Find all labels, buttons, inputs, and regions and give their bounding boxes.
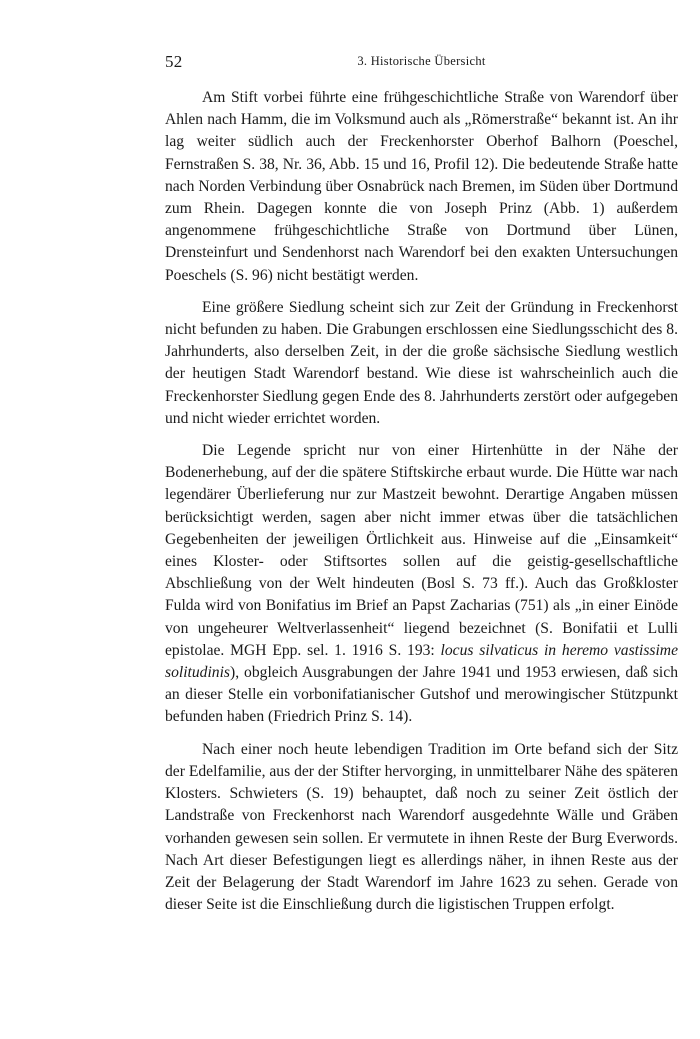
- paragraph-settlement: Eine größere Siedlung scheint sich zur Zeit der Gründung in Freckenhorst nicht befunden zu haben. Die Grabungen erschlossen eine Siedlungsschicht des 8. Jahrhunderts, also derselben Zeit, in der die große sächsische Siedlung westlich der heutigen Stadt Warendorf bestand. Wie diese ist wahrscheinlich auch die Freckenhorster Siedlung gegen Ende des 8. Jahrhunderts zerstört oder aufgegeben und nicht wieder errichtet worden.: [165, 298, 678, 427]
- paragraph-tradition: Nach einer noch heute lebendigen Tradition im Orte befand sich der Sitz der Edelfamilie, aus der der Stifter hervorging, in unmittelbarer Nähe des späteren Klosters. Schwieters (S. 19) behauptet, daß noch zu seiner Zeit östlich der Landstraße von Freckenhorst nach Warendorf ausgedehnte Wälle und Gräben vorhanden gewesen sein sollen. Er vermutete in ihnen Reste der Burg Everwords. Nach Art dieser Befestigungen liegt es allerdings näher, in ihnen Reste aus der Zeit der Belagerung der Stadt Warendorf im Jahre 1623 zu sehen. Gerade von dieser Seite ist die Einschließung durch die ligistischen Truppen erfolgt.: [165, 740, 678, 914]
- page-number: 52: [165, 52, 183, 71]
- paragraph-legend: [165, 440, 678, 729]
- chapter-title: 3. Historische Übersicht: [357, 54, 486, 68]
- latin-quotation: locus silvaticus in heremo vastissime solitudinis: [165, 641, 678, 682]
- legend-text-after: ), obgleich Ausgrabungen der Jahre 1941 und 1953 erwiesen, daß sich an dieser Stelle ein vorbonifatianischer Gutshof und merowingischer Stützpunkt befunden haben (Friedrich Prinz S. 14).: [165, 664, 678, 726]
- paragraph-roman-road: Am Stift vorbei führte eine frühgeschichtliche Straße von Warendorf über Ahlen nach Hamm, die im Volksmund auch als „Römerstraße“ bekannt ist. An ihr lag weiter südlich auch der Freckenhorster Oberhof Balhorn (Poeschel, Fernstraßen S. 38, Nr. 36, Abb. 15 und 16, Profil 12). Die bedeutende Straße hatte nach Norden Verbindung über Osnabrück nach Bremen, im Süden über Dortmund zum Rhein. Dagegen konnte die von Joseph Prinz (Abb. 1) außerdem angenommene frühgeschichtliche Straße von Dortmund über Lünen, Drensteinfurt und Sendenhorst nach Warendorf bei den exakten Untersuchungen Poeschels (S. 96) nicht bestätigt werden.: [165, 89, 678, 284]
- running-head: [165, 52, 678, 76]
- legend-text-before: Die Legende spricht nur von einer Hirtenhütte in der Nähe der Bodenerhebung, auf der die spätere Stiftskirche erbaut wurde. Die Hütte war nach legendärer Überlieferung nur zur Mastzeit bewohnt. Derartige Angaben müssen berücksichtigt werden, sagen aber nicht immer etwas über die tatsächlichen Gegebenheiten der jeweiligen Örtlichkeit aus. Hinweise auf die „Einsamkeit“ eines Kloster- oder Stiftsortes sollen auf die geistig-gesellschaftliche Abschließung von der Welt hindeuten (Bosl S. 73 ff.). Auch das Großkloster Fulda wird von Bonifatius im Brief an Papst Zacharias (751) als „in einer Einöde von ungeheurer Weltverlassenheit“ liegend bezeichnet (S. Bonifatii et Lulli epistolae. MGH Epp. sel. 1. 1916 S. 193:: [165, 442, 678, 659]
- book-page: [165, 52, 678, 926]
- body-text: [165, 87, 678, 916]
